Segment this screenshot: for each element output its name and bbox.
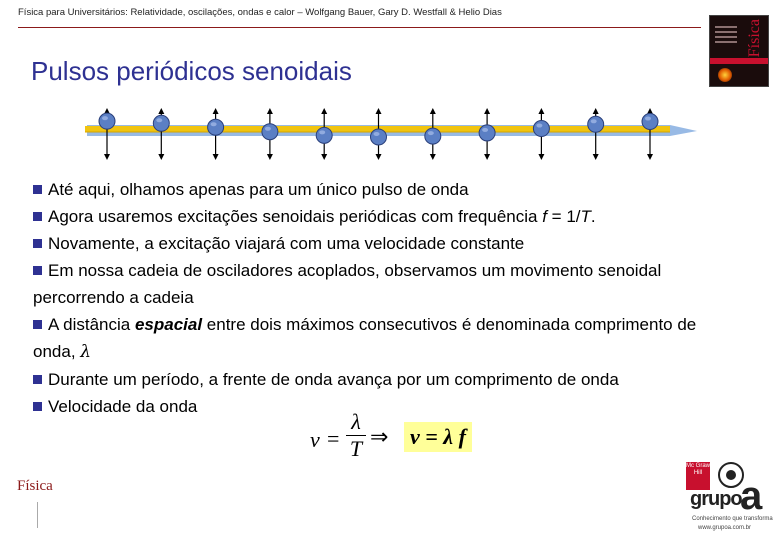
- arrowhead-up-icon: [213, 108, 219, 114]
- arrowhead-up-icon: [538, 108, 544, 114]
- arrowhead-down-icon: [267, 154, 273, 160]
- grupo-text: grupo: [690, 488, 742, 510]
- implies-arrow-icon: ⇒: [370, 425, 389, 450]
- arrowhead-down-icon: [158, 154, 164, 160]
- bullet-text: Velocidade da onda: [48, 397, 198, 416]
- bullet-item: [33, 203, 733, 230]
- arrowhead-down-icon: [647, 154, 653, 160]
- mass-highlight: [319, 130, 325, 134]
- mass-highlight: [265, 127, 271, 131]
- oscillator-mass: [316, 127, 332, 143]
- formula-denominator: T: [349, 436, 363, 461]
- arrowhead-down-icon: [593, 154, 599, 160]
- bullet-text: = 1/: [546, 207, 581, 226]
- oscillator-chain-diagram: [85, 105, 697, 161]
- bullet-marker: [33, 402, 42, 411]
- oscillator-chain: [85, 108, 697, 160]
- arrowhead-down-icon: [104, 154, 110, 160]
- arrowhead-down-icon: [430, 154, 436, 160]
- formula-v: v: [310, 427, 320, 452]
- arrowhead-down-icon: [538, 154, 544, 160]
- arrowhead-up-icon: [376, 108, 382, 114]
- mass-highlight: [591, 119, 597, 123]
- cover-text-lines: [715, 26, 737, 46]
- period-symbol: T: [580, 207, 591, 226]
- bullet-marker: [33, 212, 42, 221]
- arrowhead-down-icon: [376, 154, 382, 160]
- oscillator-mass: [479, 125, 495, 141]
- bullet-list: [33, 176, 733, 420]
- header-rule: [18, 27, 701, 28]
- oscillator-mass: [588, 116, 604, 132]
- bullet-item: [33, 176, 733, 203]
- bullet-text: Novamente, a excitação viajará com uma velocidade constante: [48, 234, 525, 253]
- mass-highlight: [211, 122, 217, 126]
- book-cover-image: [709, 15, 769, 87]
- cover-flare: [718, 68, 732, 82]
- mass-highlight: [374, 132, 380, 136]
- oscillator-mass: [425, 128, 441, 144]
- oscillator-mass: [642, 114, 658, 130]
- cover-title: Física: [746, 19, 763, 58]
- mass-highlight: [482, 128, 488, 132]
- grupo-tagline: Conhecimento que transforma: [692, 516, 773, 522]
- mass-highlight: [102, 116, 108, 120]
- emphasis-text: espacial: [134, 315, 203, 334]
- arrowhead-up-icon: [267, 108, 273, 114]
- mass-highlight: [156, 118, 162, 122]
- bullet-marker: [33, 266, 42, 275]
- bullet-marker: [33, 320, 42, 329]
- bullet-text: Em nossa cadeia de osciladores acoplados, observamos um movimento senoidal percorrendo a cadeia: [33, 261, 662, 307]
- fisica-logo: [17, 478, 87, 533]
- wave-velocity-formula: [308, 410, 483, 466]
- arrowhead-down-icon: [484, 154, 490, 160]
- arrowhead-up-icon: [321, 108, 327, 114]
- bullet-text: entre dois máximos consecutivos é denominada comprimento de onda,: [33, 315, 697, 361]
- arrowhead-down-icon: [321, 154, 327, 160]
- arrowhead-down-icon: [213, 154, 219, 160]
- formula-equals: =: [327, 426, 340, 451]
- arrowhead-up-icon: [430, 108, 436, 114]
- oscillator-mass: [153, 115, 169, 131]
- oscillator-mass: [208, 119, 224, 135]
- bullet-item: [33, 311, 733, 366]
- bullet-text: Até aqui, olhamos apenas para um único pulso de onda: [48, 180, 469, 199]
- grupo-url: www.grupoa.com.br: [698, 525, 752, 531]
- grupo-a-letter: a: [740, 474, 763, 518]
- mass-highlight: [645, 117, 651, 121]
- slide-title: Pulsos periódicos senoidais: [31, 56, 352, 86]
- bullet-text: Agora usaremos excitações senoidais periódicas com frequência: [48, 207, 543, 226]
- oscillator-mass: [533, 121, 549, 137]
- arrowhead-up-icon: [593, 108, 599, 114]
- mass-highlight: [536, 124, 542, 128]
- bullet-text: Durante um período, a frente de onda avança por um comprimento de onda: [48, 370, 619, 389]
- formula-numerator: λ: [351, 409, 361, 434]
- formula-fraction: [346, 410, 366, 461]
- cover-band: [710, 58, 768, 64]
- highlighted-result: v = λ f: [404, 422, 472, 452]
- bullet-marker: [33, 185, 42, 194]
- oscillator-mass: [99, 113, 115, 129]
- grupo-a-logo: [686, 458, 773, 538]
- fisica-logo-text: Física: [17, 478, 53, 494]
- bullet-item: [33, 230, 733, 257]
- bullet-marker: [33, 375, 42, 384]
- mcgraw-hill-logo: Mc Graw Hill: [686, 462, 710, 490]
- bullet-marker: [33, 239, 42, 248]
- arrowhead-up-icon: [484, 108, 490, 114]
- arrowhead-up-icon: [158, 108, 164, 114]
- oscillator-mass: [262, 124, 278, 140]
- oscillator-mass: [371, 129, 387, 145]
- bullet-text: .: [590, 207, 596, 226]
- bullet-text: A distância: [48, 315, 135, 334]
- frequency-symbol: f: [542, 207, 547, 226]
- lambda-symbol: λ: [80, 342, 92, 362]
- book-reference: Física para Universitários: Relatividade, oscilações, ondas e calor – Wolfgang Bauer, Gary D. Westfall & Helio Dias: [18, 7, 502, 18]
- mass-highlight: [428, 131, 434, 135]
- logo-divider: [37, 502, 38, 528]
- bullet-item: [33, 366, 733, 393]
- bullet-item: [33, 257, 733, 311]
